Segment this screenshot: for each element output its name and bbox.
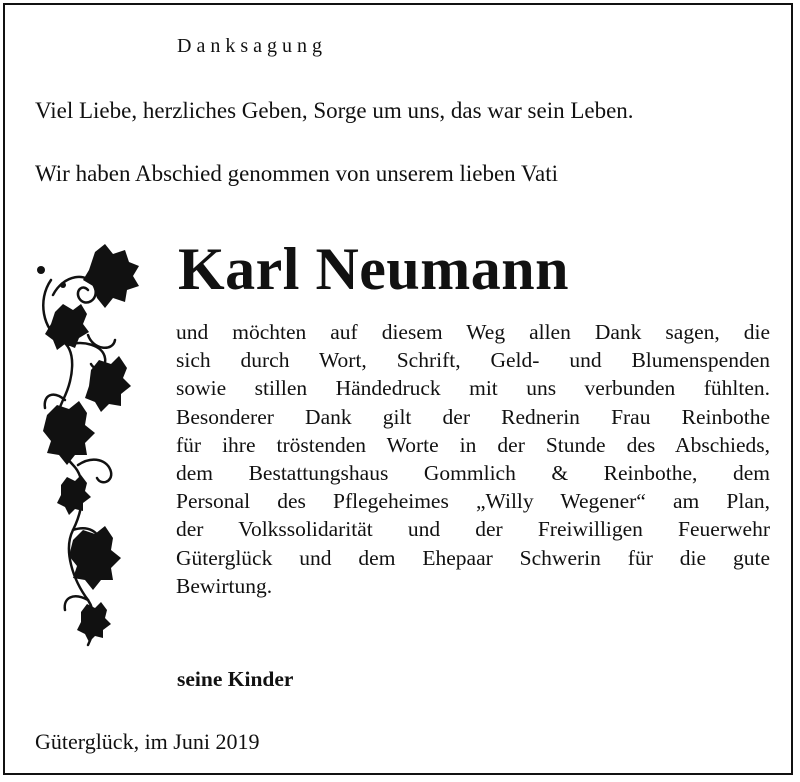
paragraph-line: der Volkssolidarität und der Freiwilligen Feuerwehr (176, 517, 770, 542)
thanks-paragraph (176, 318, 770, 600)
signature: seine Kinder (177, 667, 294, 691)
paragraph-line: Personal des Pflegeheimes „Willy Wegener“ am Plan, (176, 489, 770, 514)
paragraph-line: sich durch Wort, Schrift, Geld- und Blumenspenden (176, 348, 770, 373)
paragraph-line: Güterglück und dem Ehepaar Schwerin für die gute (176, 545, 770, 570)
paragraph-line: dem Bestattungshaus Gommlich & Reinbothe, dem (176, 461, 770, 486)
paragraph-line: sowie stillen Händedruck mit uns verbunden fühlten. (176, 376, 770, 401)
paragraph-line: Besonderer Dank gilt der Rednerin Frau Reinbothe (176, 404, 770, 429)
grapevine-ornament-icon (33, 240, 143, 650)
intro-line: Wir haben Abschied genommen von unserem lieben Vati (35, 161, 559, 186)
obituary-notice (3, 3, 793, 775)
paragraph-line: für ihre tröstenden Worte in der Stunde des Abschieds, (176, 432, 770, 457)
place-date: Güterglück, im Juni 2019 (35, 729, 260, 754)
motto-line: Viel Liebe, herzliches Geben, Sorge um uns, das war sein Leben. (35, 98, 634, 123)
deceased-name: Karl Neumann (178, 236, 570, 302)
paragraph-line: Bewirtung. (176, 573, 273, 598)
notice-heading: Danksagung (177, 35, 327, 57)
paragraph-line: und möchten auf diesem Weg allen Dank sagen, die (176, 320, 770, 344)
